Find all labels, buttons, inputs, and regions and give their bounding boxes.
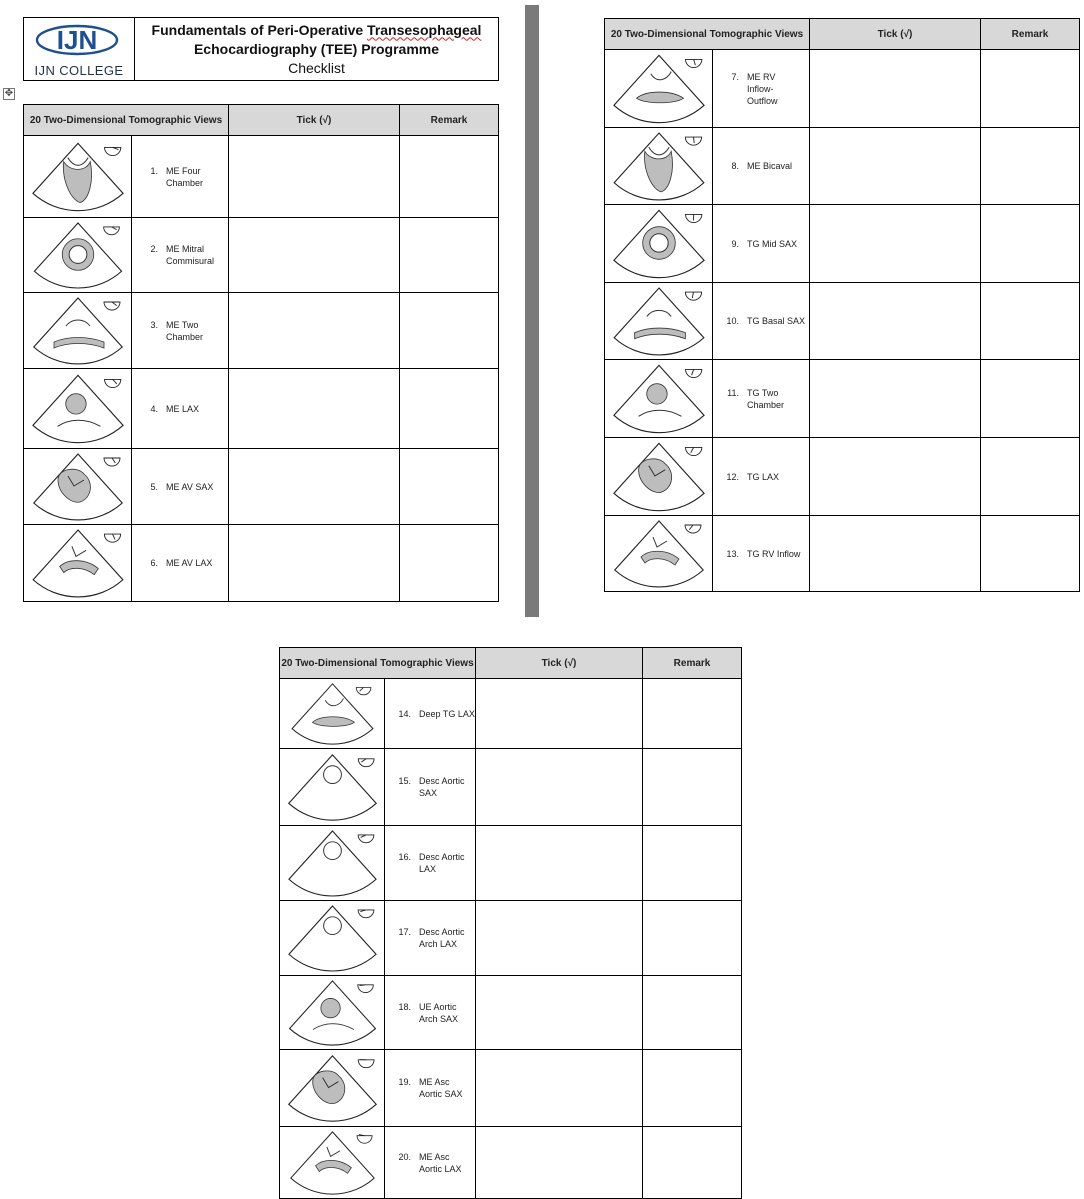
checklist-table-2 — [604, 18, 1080, 592]
me-two-chamber-diagram — [27, 296, 129, 366]
view-name: ME LAX — [166, 403, 200, 414]
remark-cell[interactable] — [981, 516, 1080, 592]
view-label — [395, 775, 475, 799]
view-label-cell — [385, 1127, 476, 1199]
view-name: TG Two Chamber — [747, 387, 785, 410]
tick-cell[interactable] — [229, 449, 400, 525]
tg-mid-sax-diagram — [608, 208, 710, 280]
table-row — [605, 205, 1080, 283]
me-mitral-commissural-diagram — [27, 221, 129, 290]
view-name: TG Basal SAX — [747, 316, 806, 326]
view-label — [723, 387, 809, 411]
view-name: UE Aortic Arch SAX — [419, 1001, 459, 1024]
table-row — [24, 218, 499, 293]
remark-cell[interactable] — [981, 50, 1080, 128]
title-line-1: Fundamentals of Peri-Operative Transesophageal — [151, 21, 482, 38]
title-line-3: Checklist — [288, 59, 345, 76]
view-diagram-cell — [605, 50, 713, 128]
desc-aortic-arch-lax-diagram — [283, 904, 382, 973]
view-label — [142, 243, 228, 267]
table-row — [24, 449, 499, 525]
remark-cell[interactable] — [643, 1127, 742, 1199]
tick-cell[interactable] — [476, 901, 643, 976]
view-label-cell — [132, 218, 229, 293]
view-diagram-cell — [24, 293, 132, 369]
view-number: 14. — [398, 708, 411, 719]
tick-cell[interactable] — [229, 525, 400, 602]
remark-cell[interactable] — [643, 826, 742, 901]
view-number: 19. — [398, 1077, 411, 1087]
view-label-cell — [385, 749, 476, 826]
tick-cell[interactable] — [229, 136, 400, 218]
header-views: 20 Two-Dimensional Tomographic Views — [605, 19, 810, 50]
view-number: 7. — [731, 71, 739, 82]
header-views: 20 Two-Dimensional Tomographic Views — [24, 105, 229, 136]
view-number: 8. — [731, 161, 739, 171]
title-cell — [135, 18, 498, 80]
me-lax-diagram — [27, 372, 129, 446]
tg-lax-diagram — [608, 441, 710, 513]
me-asc-aortic-sax-diagram — [283, 1053, 382, 1124]
header-remark: Remark — [643, 648, 742, 679]
me-bicaval-diagram — [608, 131, 710, 202]
view-number: 15. — [398, 776, 411, 786]
view-label — [395, 1001, 475, 1025]
tick-cell[interactable] — [229, 293, 400, 369]
view-name: ME Asc Aortic LAX — [419, 1151, 462, 1174]
view-label-cell — [385, 976, 476, 1050]
header-remark: Remark — [400, 105, 499, 136]
desc-aortic-lax-diagram — [283, 829, 382, 898]
me-four-chamber-diagram — [27, 139, 129, 215]
view-label — [395, 1076, 475, 1100]
tick-cell[interactable] — [810, 516, 981, 592]
tick-cell[interactable] — [476, 1050, 643, 1127]
tg-basal-sax-diagram — [608, 286, 710, 357]
remark-cell[interactable] — [981, 283, 1080, 360]
svg-text:IJN: IJN — [56, 25, 98, 55]
view-name: TG LAX — [747, 471, 780, 482]
view-label-cell — [713, 516, 810, 592]
view-label-cell — [385, 901, 476, 976]
view-number: 11. — [727, 387, 739, 398]
view-diagram-cell — [605, 360, 713, 438]
remark-cell[interactable] — [643, 901, 742, 976]
table-row — [24, 369, 499, 449]
view-label — [395, 1151, 475, 1175]
view-label-cell — [132, 136, 229, 218]
view-diagram-cell — [24, 218, 132, 293]
header-tick: Tick (√) — [229, 105, 400, 136]
view-name: ME Two Chamber — [166, 319, 204, 342]
view-name: ME Asc Aortic SAX — [419, 1077, 463, 1099]
view-label-cell — [713, 205, 810, 283]
tick-cell[interactable] — [810, 50, 981, 128]
tick-cell[interactable] — [229, 369, 400, 449]
college-name: IJN COLLEGE — [34, 63, 124, 78]
view-label — [142, 165, 228, 189]
view-label-cell — [713, 128, 810, 205]
table-row — [280, 749, 742, 826]
table-row — [605, 438, 1080, 516]
table-row — [280, 679, 742, 749]
tick-cell[interactable] — [476, 826, 643, 901]
view-label — [723, 315, 809, 327]
view-number: 9. — [731, 238, 739, 249]
view-number: 2. — [150, 244, 158, 254]
view-number: 10. — [726, 316, 739, 326]
table-header-row — [280, 648, 742, 679]
view-number: 20. — [398, 1151, 411, 1162]
view-name: ME AV SAX — [166, 481, 214, 492]
view-name: ME Mitral Commisural — [166, 244, 215, 266]
me-av-lax-diagram — [27, 528, 129, 599]
header-tick: Tick (√) — [810, 19, 981, 50]
view-label — [395, 708, 475, 720]
table-header-row — [605, 19, 1080, 50]
page-divider — [525, 5, 539, 617]
view-diagram-cell — [24, 449, 132, 525]
view-diagram-cell — [24, 136, 132, 218]
view-number: 3. — [150, 319, 158, 330]
view-diagram-cell — [605, 516, 713, 592]
view-label — [723, 160, 809, 172]
table-row — [280, 826, 742, 901]
remark-cell[interactable] — [400, 293, 499, 369]
view-number: 16. — [398, 852, 411, 862]
remark-cell[interactable] — [981, 128, 1080, 205]
view-diagram-cell — [24, 369, 132, 449]
view-name: ME AV LAX — [166, 558, 213, 568]
view-label — [142, 481, 228, 493]
view-label — [723, 548, 809, 560]
view-label-cell — [713, 50, 810, 128]
ijn-logo-icon — [34, 23, 120, 57]
header-remark: Remark — [981, 19, 1080, 50]
table-row — [24, 293, 499, 369]
logo-cell — [24, 18, 135, 80]
view-diagram-cell — [280, 976, 385, 1050]
view-diagram-cell — [605, 438, 713, 516]
view-label — [395, 926, 475, 950]
tick-cell[interactable] — [476, 1127, 643, 1199]
view-name: ME RV Inflow- Outflow — [747, 71, 778, 106]
view-name: Desc Aortic LAX — [419, 852, 465, 874]
me-asc-aortic-lax-diagram — [283, 1130, 382, 1196]
view-label — [723, 71, 809, 107]
tick-cell[interactable] — [810, 128, 981, 205]
table-row — [24, 525, 499, 602]
view-label-cell — [132, 525, 229, 602]
view-label-cell — [713, 438, 810, 516]
me-av-sax-diagram — [27, 452, 129, 522]
view-name: TG RV Inflow — [747, 548, 801, 559]
table-move-handle-icon[interactable]: ✥ — [4, 88, 14, 99]
view-label — [142, 557, 228, 569]
tick-cell[interactable] — [810, 438, 981, 516]
remark-cell[interactable] — [981, 360, 1080, 438]
view-label-cell — [132, 369, 229, 449]
view-name: Desc Aortic SAX — [419, 776, 465, 798]
view-number: 4. — [150, 403, 158, 414]
view-diagram-cell — [280, 1050, 385, 1127]
remark-cell[interactable] — [981, 438, 1080, 516]
header-tick: Tick (√) — [476, 648, 643, 679]
view-label-cell — [132, 293, 229, 369]
view-number: 5. — [150, 481, 158, 492]
view-diagram-cell — [605, 128, 713, 205]
remark-cell[interactable] — [400, 136, 499, 218]
view-name: ME Four Chamber — [166, 165, 204, 188]
remark-cell[interactable] — [400, 525, 499, 602]
tg-two-chamber-diagram — [608, 363, 710, 435]
tick-cell[interactable] — [476, 976, 643, 1050]
table-row — [605, 283, 1080, 360]
tick-cell[interactable] — [229, 218, 400, 293]
remark-cell[interactable] — [400, 449, 499, 525]
view-label — [395, 851, 475, 875]
view-diagram-cell — [280, 749, 385, 826]
ue-aortic-arch-sax-diagram — [283, 979, 382, 1047]
view-label — [723, 238, 809, 250]
table-row — [605, 128, 1080, 205]
view-name: Deep TG LAX — [419, 708, 475, 719]
view-name: TG Mid SAX — [747, 238, 798, 249]
view-label-cell — [713, 360, 810, 438]
remark-cell[interactable] — [643, 976, 742, 1050]
view-label-cell — [385, 1050, 476, 1127]
view-number: 1. — [150, 165, 158, 176]
remark-cell[interactable] — [643, 1050, 742, 1127]
table-row — [280, 1050, 742, 1127]
view-label — [142, 319, 228, 343]
table-row — [605, 516, 1080, 592]
document-header — [23, 17, 499, 81]
view-label-cell — [385, 826, 476, 901]
tick-cell[interactable] — [810, 205, 981, 283]
desc-aortic-sax-diagram — [283, 752, 382, 823]
view-number: 13. — [726, 548, 739, 559]
view-number: 17. — [398, 927, 411, 937]
tick-cell[interactable] — [810, 360, 981, 438]
view-label-cell — [132, 449, 229, 525]
view-label-cell — [385, 679, 476, 749]
table-row — [280, 901, 742, 976]
view-diagram-cell — [605, 283, 713, 360]
view-name: ME Bicaval — [747, 161, 793, 171]
remark-cell[interactable] — [400, 369, 499, 449]
remark-cell[interactable] — [400, 218, 499, 293]
checklist-table-1 — [23, 104, 499, 602]
table-header-row — [24, 105, 499, 136]
view-label — [142, 403, 228, 415]
header-views: 20 Two-Dimensional Tomographic Views — [280, 648, 476, 679]
view-label-cell — [713, 283, 810, 360]
view-diagram-cell — [24, 525, 132, 602]
view-diagram-cell — [280, 826, 385, 901]
view-number: 6. — [150, 558, 158, 568]
table-row — [280, 1127, 742, 1199]
me-rv-inflow-outflow-diagram — [608, 53, 710, 125]
table-row — [24, 136, 499, 218]
deep-tg-lax-diagram — [283, 682, 382, 746]
view-label — [723, 471, 809, 483]
remark-cell[interactable] — [981, 205, 1080, 283]
remark-cell[interactable] — [643, 749, 742, 826]
tg-rv-inflow-diagram — [608, 519, 710, 589]
tick-cell[interactable] — [810, 283, 981, 360]
tick-cell[interactable] — [476, 679, 643, 749]
checklist-table-3 — [279, 647, 742, 1199]
table-row — [605, 360, 1080, 438]
view-diagram-cell — [280, 901, 385, 976]
table-row — [280, 976, 742, 1050]
view-diagram-cell — [605, 205, 713, 283]
view-number: 12. — [726, 471, 739, 482]
view-diagram-cell — [280, 1127, 385, 1199]
view-number: 18. — [398, 1001, 411, 1012]
view-diagram-cell — [280, 679, 385, 749]
remark-cell[interactable] — [643, 679, 742, 749]
view-name: Desc Aortic Arch LAX — [419, 927, 465, 949]
tick-cell[interactable] — [476, 749, 643, 826]
table-row — [605, 50, 1080, 128]
title-line-2: Echocardiography (TEE) Programme — [193, 40, 440, 57]
